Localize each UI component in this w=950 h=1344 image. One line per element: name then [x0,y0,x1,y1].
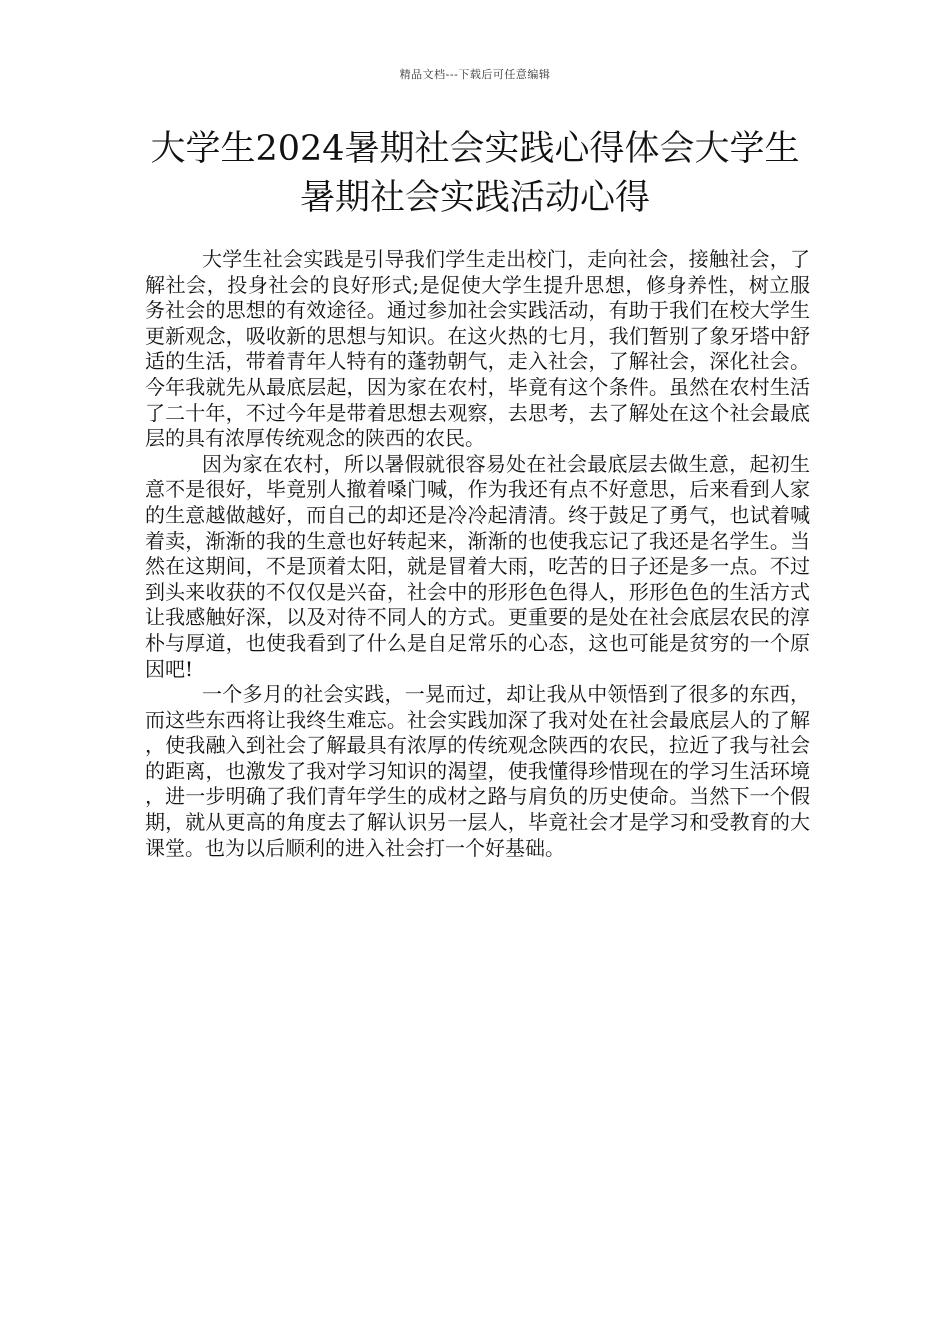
header-note: 精品文档---下载后可任意编辑 [399,68,551,81]
document-title [130,125,820,223]
document-body [145,247,810,861]
title-line-2: 暑期社会实践活动心得 [299,178,650,218]
paragraph: 因为家在农村，所以暑假就很容易处在社会最底层去做生意，起初生意不是很好，毕竟别人撤着嗓门喊，作为我还有点不好意思，后来看到人家的生意越做越好，而自己的却还是冷冷起清清。终于鼓足了勇气，也试着喊着卖，渐渐的我的生意也好转起来，渐渐的也使我忘记了我还是名学生。当然在这期间，不是顶着太阳，就是冒着大雨，吃苦的日子还是多一点。不过到头来收获的不仅仅是兴奋，社会中的形形色色得人，形形色色的生活方式让我感触好深，以及对待不同人的方式。更重要的是处在社会底层农民的淳朴与厚道，也使我看到了什么是自足常乐的心态，这也可能是贫穷的一个原因吧! [145,451,810,681]
paragraph: 一个多月的社会实践，一晃而过，却让我从中领悟到了很多的东西，而这些东西将让我终生难忘。社会实践加深了我对处在社会最底层人的了解，使我融入到社会了解最具有浓厚的传统观念陕西的农民，拉近了我与社会的距离，也激发了我对学习知识的渴望，使我懂得珍惜现在的学习生活环境，进一步明确了我们青年学生的成材之路与肩负的历史使命。当然下一个假期，就从更高的角度去了解认识另一层人，毕竟社会才是学习和受教育的大课堂。也为以后顺利的进入社会打一个好基础。 [145,682,810,860]
paragraph: 大学生社会实践是引导我们学生走出校门，走向社会，接触社会，了解社会，投身社会的良好形式;是促使大学生提升思想，修身养性，树立服务社会的思想的有效途径。通过参加社会实践活动，有助于我们在校大学生更新观念，吸收新的思想与知识。在这火热的七月，我们暂别了象牙塔中舒适的生活，带着青年人特有的蓬勃朝气，走入社会，了解社会，深化社会。今年我就先从最底层起，因为家在农村，毕竟有这个条件。虽然在农村生活了二十年，不过今年是带着思想去观察，去思考，去了解处在这个社会最底层的具有浓厚传统观念的陕西的农民。 [145,247,810,451]
title-line-1: 大学生2024暑期社会实践心得体会大学生 [150,129,800,169]
